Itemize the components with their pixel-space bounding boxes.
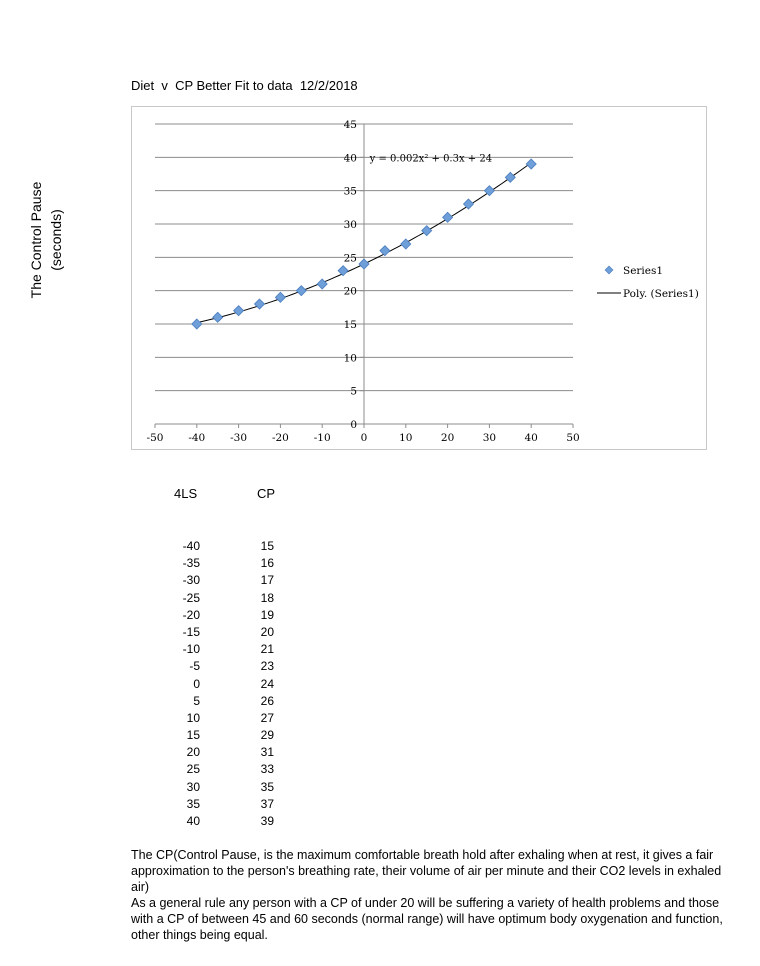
y-tick-label: 35 bbox=[343, 185, 357, 198]
x-tick-label: 30 bbox=[482, 432, 497, 444]
side-y-axis-label bbox=[20, 140, 70, 340]
y-tick-label: 20 bbox=[343, 285, 357, 298]
legend-label-series1: Series1 bbox=[623, 265, 664, 277]
y-tick-label: 30 bbox=[343, 219, 357, 231]
table-cell-cp: 19 bbox=[260, 607, 274, 622]
scatter-chart bbox=[131, 106, 707, 450]
data-point bbox=[359, 259, 369, 269]
y-tick-label: 5 bbox=[350, 385, 357, 398]
y-tick-label: 25 bbox=[343, 252, 357, 265]
table-cell-cp: 35 bbox=[260, 779, 274, 794]
data-point bbox=[505, 172, 515, 182]
x-tick-label: 0 bbox=[360, 432, 368, 444]
table-cell-cp: 20 bbox=[260, 624, 274, 639]
x-tick-label: -50 bbox=[146, 432, 164, 444]
table-cell-4ls: -40 bbox=[182, 539, 200, 553]
table-column-cp bbox=[230, 538, 274, 830]
table-cell-4ls: 40 bbox=[186, 814, 200, 828]
table-cell-cp: 26 bbox=[260, 693, 274, 708]
trendline-equation: y = 0.002x² + 0.3x + 24 bbox=[369, 153, 493, 165]
x-tick-label: -40 bbox=[188, 432, 206, 444]
table-cell-4ls: 10 bbox=[186, 710, 200, 725]
y-tick-label: 40 bbox=[343, 152, 357, 165]
table-cell-4ls: 25 bbox=[186, 762, 200, 777]
table-cell-4ls: -30 bbox=[182, 573, 200, 588]
table-cell-cp: 21 bbox=[260, 642, 274, 657]
table-cell-4ls: -10 bbox=[182, 642, 200, 657]
table-cell-cp: 24 bbox=[260, 676, 274, 691]
data-point bbox=[317, 279, 327, 289]
data-point bbox=[338, 266, 348, 276]
x-tick-label: 50 bbox=[566, 432, 580, 444]
table-column-4ls bbox=[150, 538, 200, 830]
data-point bbox=[296, 286, 306, 296]
table-cell-cp: 27 bbox=[260, 710, 274, 725]
table-header-cp: CP bbox=[257, 486, 276, 501]
table-cell-cp: 23 bbox=[260, 659, 274, 674]
table-cell-4ls: 15 bbox=[186, 728, 200, 743]
x-tick-label: -20 bbox=[271, 432, 289, 444]
y-tick-label: 15 bbox=[343, 319, 357, 331]
explanatory-note bbox=[131, 847, 731, 943]
table-cell-4ls: -20 bbox=[182, 607, 200, 622]
table-cell-cp: 37 bbox=[260, 796, 274, 811]
y-tick-label: 0 bbox=[350, 419, 357, 431]
table-cell-cp: 29 bbox=[260, 728, 274, 743]
data-point bbox=[526, 159, 536, 169]
table-cell-4ls: 0 bbox=[193, 676, 200, 691]
x-tick-label: -10 bbox=[313, 432, 331, 444]
legend-marker-series1 bbox=[605, 266, 613, 274]
legend-label-trendline: Poly. (Series1) bbox=[623, 288, 699, 300]
table-cell-4ls: -25 bbox=[182, 590, 200, 605]
x-tick-label: 20 bbox=[440, 432, 455, 444]
chart-title: Diet v CP Better Fit to data 12/2/2018 bbox=[131, 78, 358, 93]
table-cell-cp: 33 bbox=[260, 762, 274, 777]
table-cell-4ls: -15 bbox=[182, 624, 200, 639]
table-cell-cp: 15 bbox=[260, 539, 274, 553]
table-cell-4ls: 5 bbox=[193, 693, 200, 708]
data-point bbox=[255, 299, 265, 309]
table-cell-4ls: -5 bbox=[189, 659, 200, 674]
table-cell-cp: 17 bbox=[260, 573, 274, 588]
x-tick-label: 10 bbox=[399, 432, 413, 444]
side-ylabel-line2: (seconds) bbox=[48, 209, 64, 271]
table-cell-cp: 31 bbox=[260, 745, 274, 760]
note-paragraph-1: The CP(Control Pause, is the maximum comfortable breath hold after exhaling when at rest, it gives a fair approximation to the person's breathing rate, their volume of air per minute and their CO2 levels in exhaled air) bbox=[131, 848, 722, 894]
x-tick-label: 40 bbox=[524, 432, 538, 444]
table-cell-4ls: 30 bbox=[186, 779, 200, 794]
data-point bbox=[234, 306, 244, 316]
x-tick-label: -30 bbox=[230, 432, 248, 444]
table-cell-cp: 18 bbox=[260, 590, 274, 605]
table-cell-4ls: 35 bbox=[186, 796, 200, 811]
side-ylabel-line1: The Control Pause bbox=[28, 181, 44, 299]
table-header-4ls: 4LS bbox=[174, 486, 198, 501]
y-tick-label: 45 bbox=[343, 119, 357, 131]
data-point bbox=[275, 292, 285, 302]
table-cell-4ls: 20 bbox=[186, 745, 200, 760]
note-paragraph-2: As a general rule any person with a CP of under 20 will be suffering a variety of health problems and those with a CP of between 45 and 60 seconds (normal range) will have optimum body oxygenation and function, other things being equal. bbox=[131, 896, 723, 942]
data-point bbox=[422, 226, 432, 236]
table-cell-cp: 39 bbox=[260, 814, 274, 828]
table-cell-cp: 16 bbox=[260, 556, 274, 571]
y-tick-label: 10 bbox=[343, 352, 357, 365]
data-point bbox=[380, 246, 390, 256]
data-point bbox=[213, 312, 223, 322]
table-cell-4ls: -35 bbox=[182, 556, 200, 571]
data-point bbox=[192, 319, 202, 329]
